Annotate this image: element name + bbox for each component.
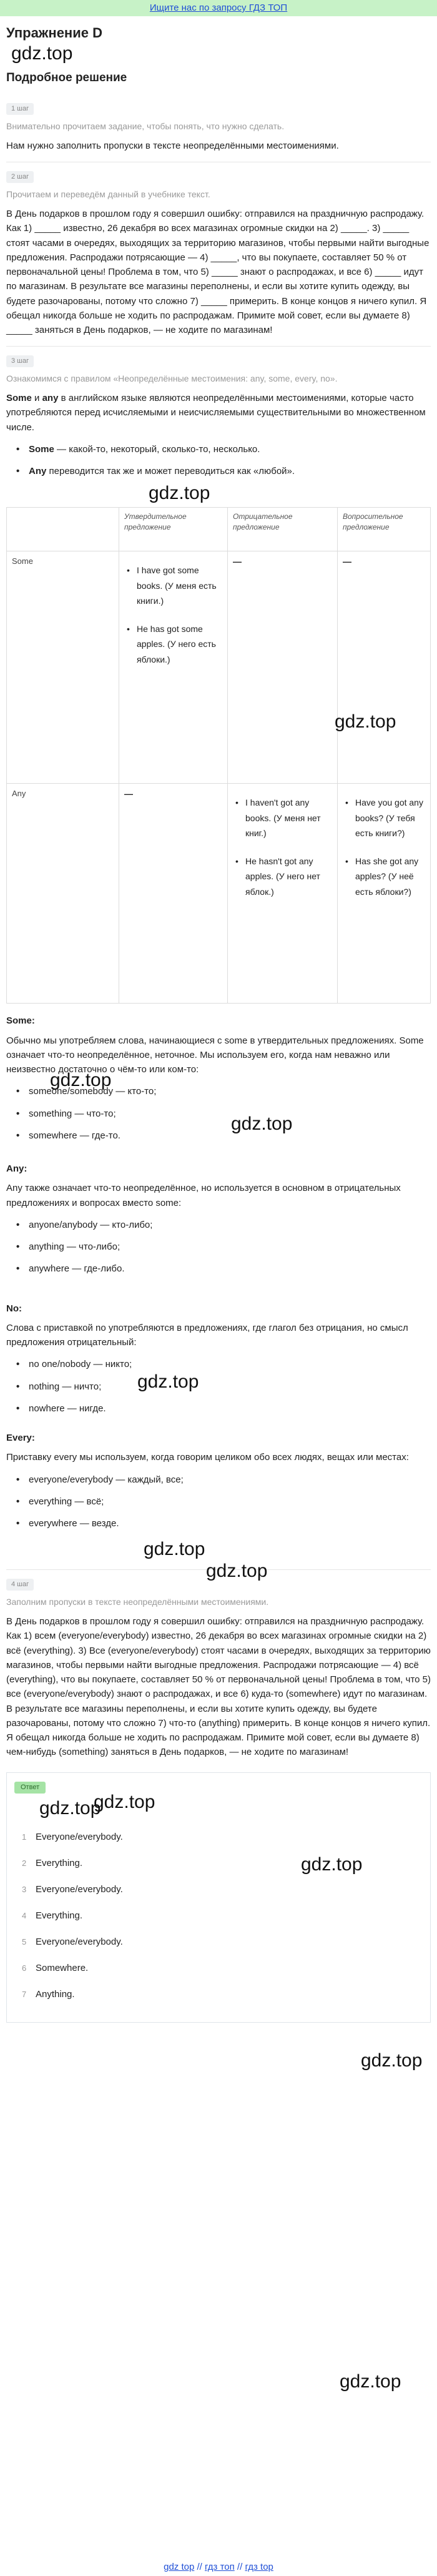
any-list — [6, 1218, 431, 1276]
list-item — [14, 1987, 423, 2002]
table-cell — [228, 784, 338, 1004]
list-item: • anywhere — где-либо. — [6, 1261, 431, 1276]
list-item: • everyone/everybody — каждый, все; — [6, 1473, 431, 1487]
answer-number: 4 — [22, 1910, 27, 1920]
step-4-label: 4 шаг — [6, 1579, 34, 1591]
list-item — [14, 1830, 423, 1845]
table-header-row — [7, 508, 431, 551]
list-item: • something — что-то; — [6, 1107, 431, 1121]
no-heading: No: — [6, 1303, 22, 1314]
top-banner[interactable] — [0, 0, 437, 16]
divider — [6, 346, 431, 347]
table-cell — [338, 784, 431, 1004]
some-heading: Some: — [6, 1015, 35, 1027]
dash: — — [343, 556, 351, 567]
list-item: • Have you got any books? (У тебя есть книги?) — [343, 795, 425, 841]
dash: — — [233, 556, 242, 567]
answer-number: 1 — [22, 1832, 27, 1842]
table-cell — [338, 551, 431, 784]
watermark-logo: gdz.top — [231, 1113, 293, 1134]
watermark-logo: gdz.top — [39, 1797, 101, 1818]
list-item — [14, 1882, 423, 1897]
list-item — [6, 464, 431, 478]
table-header — [7, 508, 119, 551]
answer-text: Somewhere. — [36, 1962, 89, 1973]
answer-text: Everyone/everybody. — [36, 1883, 123, 1895]
footer-link[interactable]: гдз топ — [205, 2562, 235, 2572]
every-list — [6, 1473, 431, 1531]
watermark-logo: gdz.top — [149, 483, 210, 504]
list-item: • I haven't got any books. (У меня нет книг.) — [233, 795, 332, 841]
list-item: • He hasn't got any apples. (У него нет яблок.) — [233, 854, 332, 900]
bullet-term: Any — [29, 466, 47, 477]
footer-separator: // — [234, 2562, 245, 2572]
footer-links — [0, 2559, 437, 2576]
step-1-desc: Внимательно прочитаем задание, чтобы понять, что нужно сделать. — [6, 121, 285, 132]
list-item: • someone/somebody — кто-то; — [6, 1084, 431, 1098]
answer-number: 3 — [22, 1884, 27, 1894]
watermark-logo: gdz.top — [206, 1561, 268, 1581]
step-3-desc: Ознакомимся с правилом «Неопределённые местоимения: any, some, every, no». — [6, 373, 338, 384]
list-item: • somewhere — где-то. — [6, 1128, 431, 1143]
every-heading: Every: — [6, 1433, 35, 1444]
list-item: • no one/nobody — никто; — [6, 1357, 431, 1371]
list-item: • nothing — ничто; — [6, 1379, 431, 1394]
no-list — [6, 1357, 431, 1416]
any-heading: Any: — [6, 1163, 27, 1175]
dash: — — [124, 789, 133, 799]
list-item: • nowhere — нигде. — [6, 1401, 431, 1416]
answer-text: Everything. — [36, 1857, 83, 1868]
table-header: Утвердительное предложение — [119, 508, 228, 551]
step-1-text: Нам нужно заполнить пропуски в тексте неопределёнными местоимениями. — [6, 141, 339, 152]
list-item — [6, 442, 431, 456]
any-text: Any также означает что-то неопределённое, но используется в основном в отрицательных предложениях и вопросах вместо some: — [6, 1183, 401, 1208]
intro-rest: в английском языке являются неопределёнными местоимениями, которые часто употребляются перед исчисляемыми и неисчисляемыми существительными во множественном числе. — [6, 393, 426, 433]
list-item: • Has she got any apples? (У неё есть яблоки?) — [343, 854, 425, 900]
answer-number: 6 — [22, 1963, 27, 1973]
watermark-logo: gdz.top — [335, 711, 396, 732]
watermark-logo: gdz.top — [11, 43, 73, 64]
solution-subtitle: Подробное решение — [6, 71, 127, 84]
intro-some: Some — [6, 393, 32, 404]
list-item: • He has got some apples. (У него есть яблоки.) — [124, 621, 222, 668]
exercise-title: Упражнение D — [6, 25, 102, 41]
bullet-text: — какой-то, некоторый, сколько-то, несколько. — [54, 443, 260, 455]
some-list — [6, 1084, 431, 1143]
content — [0, 16, 437, 2023]
row-label-any: Any — [7, 784, 119, 1004]
footer-link[interactable]: gdz top — [164, 2562, 195, 2572]
watermark-logo: gdz.top — [137, 1371, 199, 1392]
answer-number: 2 — [22, 1858, 27, 1868]
list-item — [14, 1961, 423, 1976]
watermark-logo: gdz.top — [361, 2050, 423, 2071]
step-2-label: 2 шаг — [6, 171, 34, 183]
list-item: • anyone/anybody — кто-либо; — [6, 1218, 431, 1232]
step-2-text: В День подарков в прошлом году я совершил ошибку: отправился на праздничную распродажу. Как 1) _____ известно, 26 декабря во всех магазинах огромные скидки на 2) _____. 3) _____ стоят часами в очередях, выходящих за территорию магазинов, чтобы первыми найти выгодные предложения. Распродажи потрясающие — 4) _____, что вы покупаете, составляет 50 % от первоначальной цены! Проблема в том, что 5) _____ знают о распродажах, и все 6) _____ идут по магазинам. В результате все магазины переполнены, и если вы хотите купить одежду, вы будете разочарованы, потому что сложно 7) _____ примерить. В конце концов я ничего купил. Я обещал никогда больше не ходить по распродажам. Примите мой совет, если вы думаете 8) _____ заняться в День подарков, — не ходите по магазинам! — [6, 209, 430, 336]
watermark-logo: gdz.top — [144, 1539, 205, 1560]
answer-text: Everyone/everybody. — [36, 1936, 123, 1947]
step-4-text: В День подарков в прошлом году я совершил ошибку: отправился на праздничную распродажу. Как 1) всем (everyone/everybody) известно, 26 декабря во всех магазинах огромные скидки на 2) всё (everything). 3) Все (everyone/everybody) стоят часами в очередях, выходящих за территорию магазинов, чтобы первыми найти выгодные предложения. Распродажи потрясающие — 4) всё (everything), что вы покупаете, составляет 50 % от первоначальной цены! Проблема в том, что 5) все (everyone/everybody) знают о распродажах, и все 6) куда-то (somewhere) идут по магазинам. В результате все магазины переполнены, и если вы хотите купить одежду, вы будете разочарованы, потому что сложно 7) что-то (anything) примерить. В конце концов я ничего купил. Я обещал никогда больше не ходить по распродажам. Примите мой совет, если вы думаете 8) чем-нибудь (something) заняться в День подарков, — не ходите по магазинам! — [6, 1616, 431, 1758]
list-item — [14, 1935, 423, 1950]
list-item: • everything — всё; — [6, 1494, 431, 1509]
list-item: • everywhere — везде. — [6, 1516, 431, 1531]
bullet-text: переводится так же и может переводиться как «любой». — [46, 466, 295, 477]
footer-link[interactable]: гдз top — [245, 2562, 273, 2572]
watermark-logo: gdz.top — [94, 1792, 155, 1812]
answer-box — [6, 1772, 431, 2023]
table-header: Вопросительное предложение — [338, 508, 431, 551]
row-label-some: Some — [7, 551, 119, 784]
watermark-logo: gdz.top — [50, 1070, 112, 1090]
table-cell — [228, 551, 338, 784]
step-4-desc: Заполним пропуски в тексте неопределёнными местоимениями. — [6, 1597, 269, 1607]
step-1-label: 1 шаг — [6, 103, 34, 115]
watermark-logo: gdz.top — [340, 2371, 401, 2392]
answer-tag: Ответ — [14, 1782, 46, 1794]
table-header: Отрицательное предложение — [228, 508, 338, 551]
bullet-term: Some — [29, 443, 54, 455]
table-cell — [119, 784, 228, 1004]
table-row — [7, 784, 431, 1004]
answer-text: Anything. — [36, 1988, 75, 2000]
intro-mid: и — [31, 393, 42, 404]
answer-number: 5 — [22, 1937, 27, 1947]
table-row — [7, 551, 431, 784]
list-item: • anything — что-либо; — [6, 1240, 431, 1254]
step-3-label: 3 шаг — [6, 355, 34, 367]
table-cell — [119, 551, 228, 784]
watermark-logo: gdz.top — [301, 1854, 363, 1875]
every-text: Приставку every мы используем, когда говорим целиком обо всех людях, вещах или местах: — [6, 1452, 409, 1463]
some-text: Обычно мы употребляем слова, начинающиеся с some в утвердительных предложениях. Some означает что-то неопределённое, неточное. Мы используем его, когда нам неважно или неизвестно достаточно о чём-то или ком-то: — [6, 1035, 424, 1075]
step-2-desc: Прочитаем и переведём данный в учебнике текст. — [6, 189, 210, 200]
some-any-bullets — [6, 442, 431, 479]
grammar-table — [6, 507, 431, 1004]
footer-separator: // — [194, 2562, 205, 2572]
banner-link[interactable]: Ищите нас по запросу ГДЗ ТОП — [149, 2, 288, 13]
answer-number: 7 — [22, 1989, 27, 1999]
intro-any: any — [42, 393, 59, 404]
answer-text: Everyone/everybody. — [36, 1831, 123, 1842]
list-item — [14, 1908, 423, 1923]
list-item: • I have got some books. (У меня есть книги.) — [124, 563, 222, 609]
answer-text: Everything. — [36, 1910, 83, 1921]
no-text: Слова с приставкой no употребляются в предложениях, где глагол без отрицания, но смысл предложения отрицательный: — [6, 1322, 408, 1348]
step-3-intro — [6, 391, 431, 435]
